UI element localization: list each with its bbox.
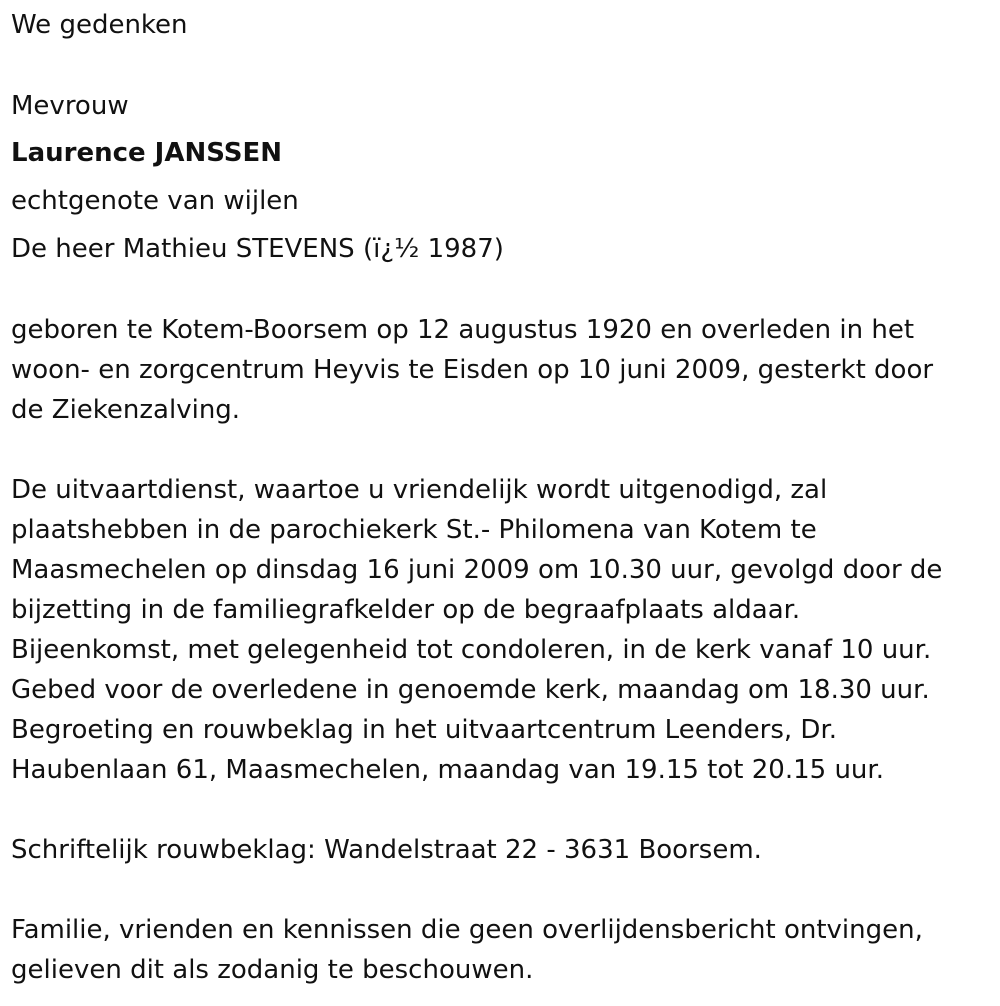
spouse-text: De heer Mathieu STEVENS (ï¿½ 1987) [11, 234, 504, 264]
birth-death-line: geboren te Kotem-Boorsem op 12 augustus 1920 en overleden in het [11, 315, 915, 345]
birth-death-line: woon- en zorgcentrum Heyvis te Eisden op 10 juni 2009, gesterkt door [11, 355, 934, 385]
relation-text: echtgenote van wijlen [11, 186, 299, 216]
closing-line: Familie, vrienden en kennissen die geen overlijdensbericht ontvingen, [11, 915, 923, 945]
funeral-line: Begroeting en rouwbeklag in het uitvaartcentrum Leenders, Dr. [11, 715, 838, 745]
closing-line: gelieven dit als zodanig te beschouwen. [11, 955, 534, 985]
funeral-line: De uitvaartdienst, waartoe u vriendelijk wordt uitgenodigd, zal [11, 475, 828, 505]
funeral-line: bijzetting in de familiegrafkelder op de begraafplaats aldaar. [11, 595, 801, 625]
salutation: Mevrouw [11, 91, 129, 121]
deceased-name: Laurence JANSSEN [11, 138, 283, 168]
funeral-line: Bijeenkomst, met gelegenheid tot condoleren, in de kerk vanaf 10 uur. [11, 635, 932, 665]
funeral-line: Maasmechelen op dinsdag 16 juni 2009 om 10.30 uur, gevolgd door de [11, 555, 943, 585]
funeral-line: Haubenlaan 61, Maasmechelen, maandag van 19.15 tot 20.15 uur. [11, 755, 884, 785]
birth-death-line: de Ziekenzalving. [11, 395, 241, 425]
funeral-line: Gebed voor de overledene in genoemde kerk, maandag om 18.30 uur. [11, 675, 930, 705]
condolence-address: Schriftelijk rouwbeklag: Wandelstraat 22 - 3631 Boorsem. [11, 835, 762, 865]
intro-text: We gedenken [11, 10, 188, 40]
funeral-line: plaatshebben in de parochiekerk St.- Philomena van Kotem te [11, 515, 817, 545]
